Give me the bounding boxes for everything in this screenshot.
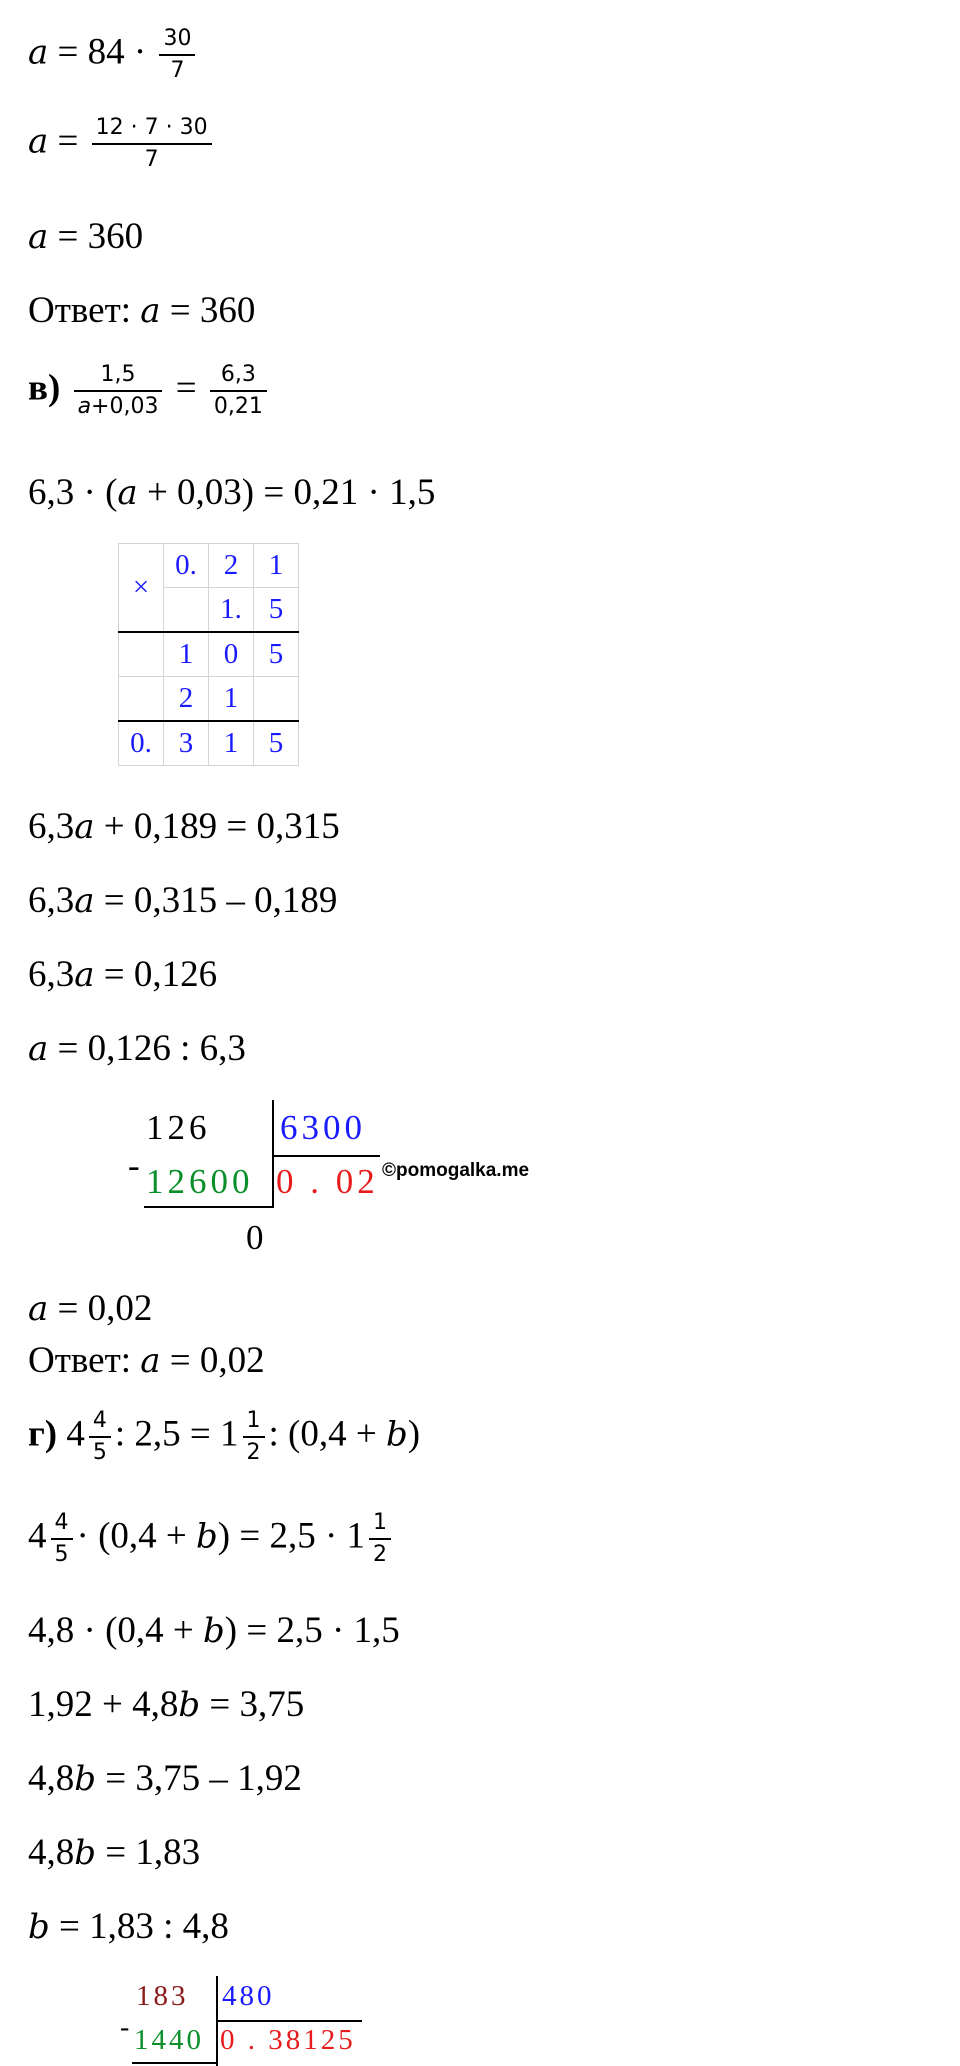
subtrahend: 1440 [134, 2024, 204, 2056]
numerator: 1 [369, 1512, 391, 1540]
eq-post: ) = 2,5 · 1 [217, 1515, 366, 1557]
denominator: 0,21 [213, 394, 263, 419]
equation-line-1 [28, 28, 199, 82]
denominator: 2 [246, 1440, 261, 1465]
divisor: 480 [222, 1980, 275, 2012]
eq-post: + 0,03) = 0,21 · 1,5 [137, 472, 436, 513]
eq-text: = [48, 120, 88, 162]
eq-post: + 0,189 = 0,315 [94, 806, 340, 847]
division-quotient-line [216, 2020, 362, 2022]
var-a: a [28, 121, 49, 162]
whole-part: 4 [57, 1413, 85, 1455]
grid-cell: 1. [209, 588, 254, 633]
multiply-sign: × [119, 544, 164, 633]
numerator: 4 [51, 1512, 73, 1540]
denominator: 5 [92, 1440, 107, 1465]
eq-pre: 6,3 · ( [28, 472, 118, 513]
equation-line-15 [28, 1612, 400, 1649]
grid-cell: 0 [209, 632, 254, 677]
eq-post: ) [407, 1413, 421, 1455]
eq-text: = 360 [48, 216, 144, 257]
division-vertical-line [272, 1100, 274, 1208]
var-a: a [74, 881, 95, 921]
numerator: 1,5 [74, 364, 163, 392]
part-label-g: г) [28, 1413, 58, 1455]
equation-line-10 [28, 1030, 246, 1067]
grid-cell: 0. [119, 721, 164, 766]
equation-line-11 [28, 1290, 152, 1327]
eq-text: = [166, 367, 206, 409]
var-a: a [28, 1029, 49, 1069]
var-b: b [386, 1414, 408, 1455]
grid-cell: 5 [254, 588, 299, 633]
equation-line-v [28, 364, 271, 418]
eq-post: = 1,83 : 4,8 [49, 1906, 229, 1947]
fraction [369, 1512, 391, 1566]
eq-post: : (0,4 + [268, 1413, 386, 1455]
eq-post: = 3,75 – 1,92 [96, 1758, 302, 1799]
watermark: ©pomogalka.me [382, 1160, 530, 1181]
den-rest: +0,03 [91, 394, 159, 419]
fraction [159, 28, 195, 82]
grid-row [119, 632, 299, 677]
var-a: a [74, 807, 95, 847]
grid-cell [119, 677, 164, 722]
var-a: a [28, 217, 49, 257]
numerator: 1 [243, 1410, 265, 1438]
numerator: 4 [89, 1410, 111, 1438]
numerator: 30 [159, 28, 195, 56]
eq-mid: : 2,5 = 1 [114, 1413, 239, 1455]
answer-line-1 [28, 292, 255, 329]
grid-cell: 0. [164, 544, 209, 588]
subtrahend: 12600 [146, 1162, 254, 1201]
remainder: 0 [246, 1218, 268, 1257]
numerator: 12 · 7 · 30 [92, 117, 212, 145]
equation-line-7 [28, 808, 340, 845]
divisor: 6300 [280, 1108, 366, 1147]
equation-line-8 [28, 882, 337, 919]
eq-post: = 0,02 [48, 1288, 153, 1329]
grid-cell: 1 [209, 677, 254, 722]
eq-pre: 6,3 [28, 806, 75, 847]
eq-pre: 6,3 [28, 880, 75, 921]
minus-sign: - [128, 1146, 144, 1185]
equation-line-2 [28, 117, 216, 171]
grid-cell [119, 632, 164, 677]
grid-cell: 1 [209, 721, 254, 766]
var-b: b [178, 1685, 201, 1725]
eq-mid: · (0,4 + [76, 1515, 197, 1557]
grid-cell: 1 [254, 544, 299, 588]
answer-label: Ответ: [28, 1340, 141, 1381]
var-b: b [74, 1833, 97, 1873]
division-subtract-line [132, 2062, 218, 2064]
part-label-v: в) [28, 367, 61, 409]
grid-cell: 3 [164, 721, 209, 766]
division-quotient-line [272, 1155, 380, 1157]
eq-post: = 0,315 – 0,189 [94, 880, 338, 921]
equation-line-17 [28, 1760, 302, 1797]
quotient: 0 . 38125 [220, 2024, 356, 2056]
eq-pre: 4,8 [28, 1758, 75, 1799]
eq-post: ) = 2,5 · 1,5 [224, 1610, 400, 1651]
answer-line-2 [28, 1342, 265, 1379]
grid-row [119, 721, 299, 766]
var-b: b [74, 1759, 97, 1799]
quotient: 0 . 02 [276, 1162, 379, 1201]
var-a: a [74, 955, 95, 995]
denominator: 2 [373, 1542, 388, 1567]
var-a: a [28, 32, 49, 73]
equation-line-9 [28, 956, 217, 993]
grid-cell: 5 [254, 632, 299, 677]
grid-cell [164, 588, 209, 633]
fraction [51, 1512, 73, 1566]
fraction [89, 1410, 111, 1464]
denominator: 5 [54, 1542, 69, 1567]
var-a: a [28, 1289, 49, 1329]
var-b: b [28, 1907, 50, 1947]
grid-cell [254, 677, 299, 722]
eq-post: = 0,02 [160, 1340, 265, 1381]
grid-cell: 2 [164, 677, 209, 722]
multiplication-grid [118, 543, 299, 766]
eq-pre: 4,8 [28, 1832, 75, 1873]
eq-pre: 6,3 [28, 954, 75, 995]
var-a: a [117, 473, 138, 513]
eq-post: = 1,83 [96, 1832, 201, 1873]
equation-line-6 [28, 474, 435, 511]
equation-line-g [28, 1410, 420, 1464]
grid-row [119, 677, 299, 722]
fraction-right [210, 364, 267, 418]
var-a: a [140, 1341, 161, 1381]
dividend: 126 [146, 1108, 211, 1147]
fraction [243, 1410, 265, 1464]
eq-post: = 0,126 : 6,3 [48, 1028, 246, 1069]
eq-text: = 360 [160, 290, 256, 331]
grid-cell: 5 [254, 721, 299, 766]
var-b: b [203, 1611, 225, 1651]
fraction-left [74, 364, 163, 418]
fraction [92, 117, 212, 171]
equation-line-3 [28, 218, 143, 255]
equation-line-19 [28, 1908, 229, 1945]
minus-sign: - [120, 2012, 134, 2043]
whole-part: 4 [28, 1515, 47, 1557]
eq-pre: 1,92 + 4,8 [28, 1684, 179, 1725]
denominator: 7 [144, 147, 159, 172]
grid-cell: 1 [164, 632, 209, 677]
dividend: 183 [136, 1980, 189, 2012]
division-subtract-line [144, 1206, 274, 1208]
denominator [74, 392, 163, 418]
eq-pre: 4,8 · (0,4 + [28, 1610, 204, 1651]
var-a: a [140, 291, 161, 331]
equation-line-16 [28, 1686, 304, 1723]
equation-line-18 [28, 1834, 200, 1871]
grid-row [119, 544, 299, 588]
var-b: b [196, 1516, 218, 1557]
grid-cell: 2 [209, 544, 254, 588]
equation-line-14 [28, 1512, 395, 1566]
var-a: a [77, 394, 92, 419]
numerator: 6,3 [210, 364, 267, 392]
answer-label: Ответ: [28, 290, 141, 331]
eq-post: = 0,126 [94, 954, 218, 995]
eq-text: = 84 · [48, 31, 156, 73]
denominator: 7 [170, 58, 185, 83]
eq-post: = 3,75 [200, 1684, 305, 1725]
